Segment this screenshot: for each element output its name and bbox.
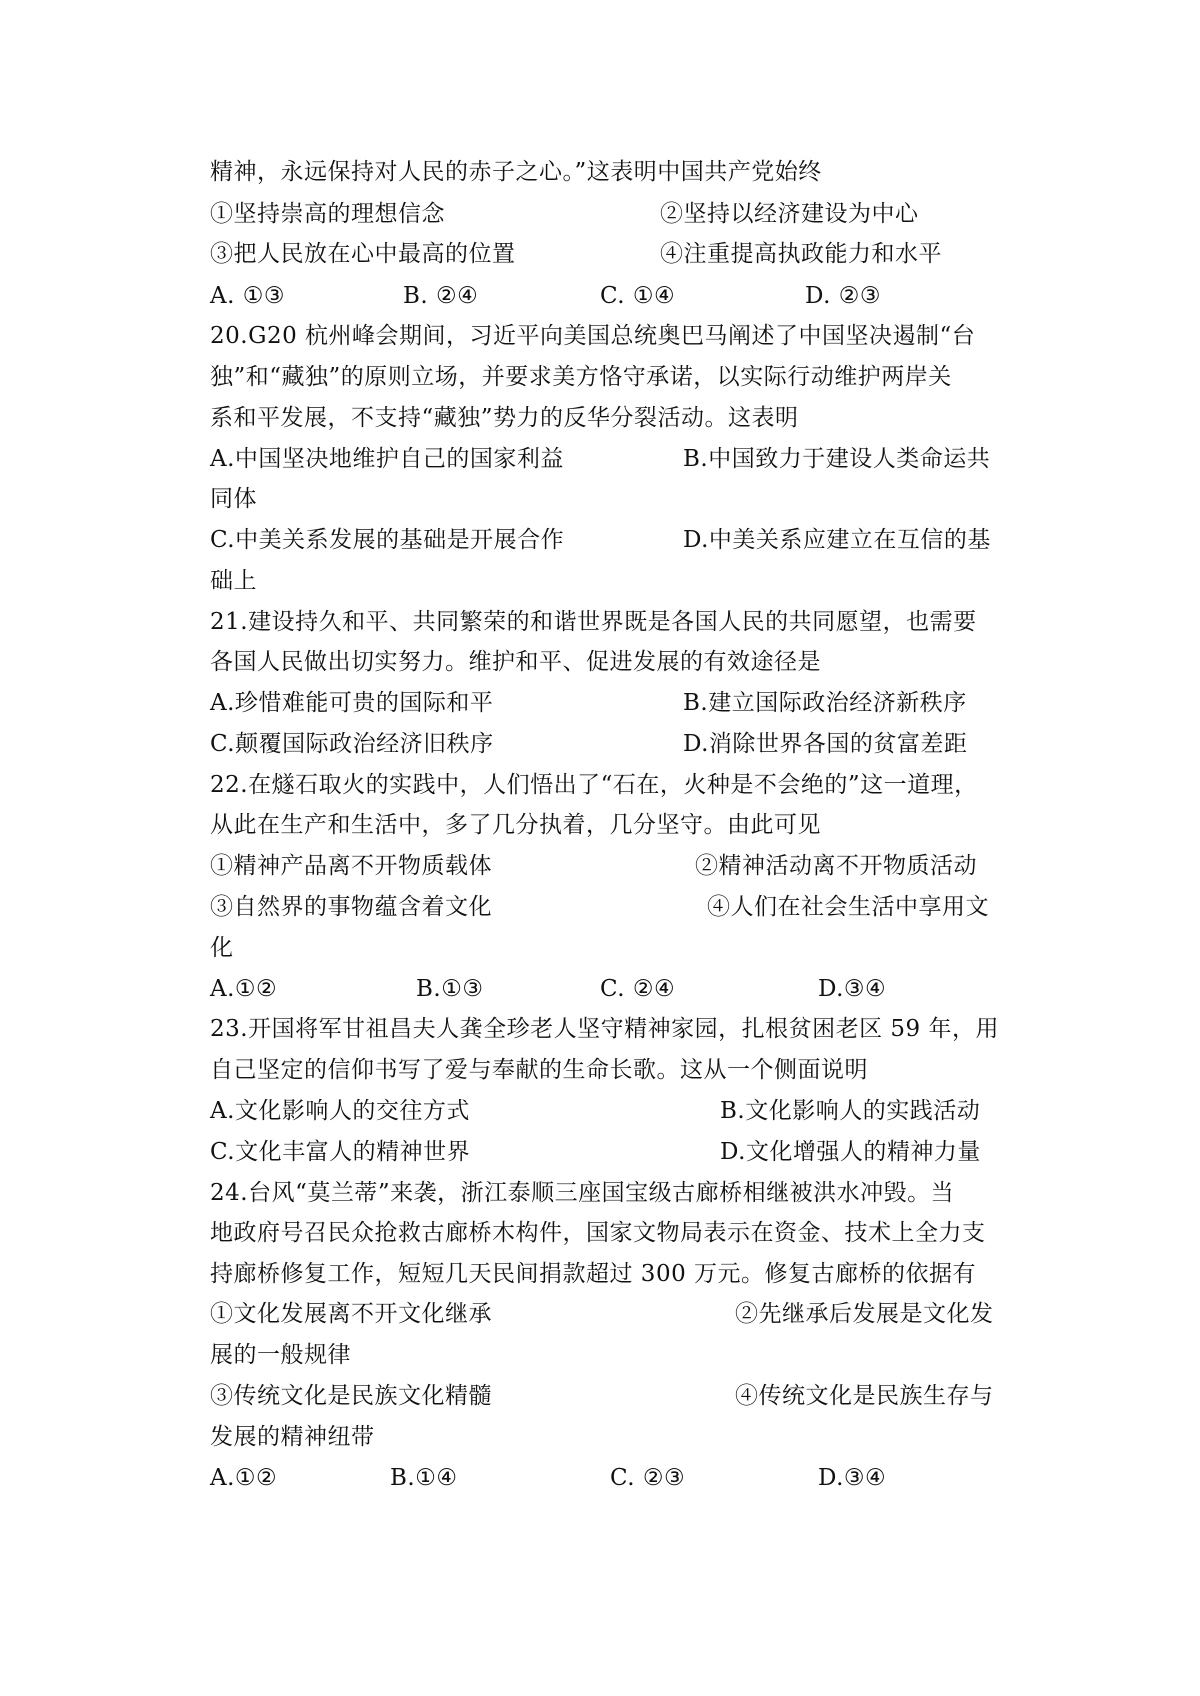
q21-stem-line-2: 各国人民做出切实努力。维护和平、促进发展的有效途径是 xyxy=(210,649,821,675)
q20-stem-line-3: 系和平发展，不支持“藏独”势力的反华分裂活动。这表明 xyxy=(210,405,799,431)
q24-option-2: ②先继承后发展是文化发 xyxy=(735,1301,994,1327)
q24-option-4-wrap: 发展的精神纽带 xyxy=(210,1424,375,1450)
q21-option-d: D.消除世界各国的贫富差距 xyxy=(683,731,968,757)
q19-answer-b: B. ②④ xyxy=(403,283,479,309)
q24-stem-line-1: 24.台风“莫兰蒂”来袭，浙江泰顺三座国宝级古廊桥相继被洪水冲毁。当 xyxy=(210,1180,955,1206)
q21-stem-line-1: 21.建设持久和平、共同繁荣的和谐世界既是各国人民的共同愿望，也需要 xyxy=(210,609,977,635)
q22-option-2: ②精神活动离不开物质活动 xyxy=(695,853,977,879)
q20-option-c: C.中美关系发展的基础是开展合作 xyxy=(210,527,565,553)
q22-answer-a: A.①② xyxy=(210,976,278,1002)
q23-option-b: B.文化影响人的实践活动 xyxy=(720,1098,981,1124)
q23-stem-line-1: 23.开国将军甘祖昌夫人龚全珍老人坚守精神家园，扎根贫困老区 59 年，用 xyxy=(210,1016,999,1042)
q22-stem-line-1: 22.在燧石取火的实践中，人们悟出了“石在，火种是不会绝的”这一道理， xyxy=(210,772,978,798)
q24-option-2-wrap: 展的一般规律 xyxy=(210,1342,351,1368)
q22-stem-line-2: 从此在生产和生活中，多了几分执着，几分坚守。由此可见 xyxy=(210,812,821,838)
q19-answer-d: D. ②③ xyxy=(805,283,881,309)
q20-option-a: A.中国坚决地维护自己的国家利益 xyxy=(210,446,564,472)
q20-stem-line-1: 20.G20 杭州峰会期间，习近平向美国总统奥巴马阐述了中国坚决遏制“台 xyxy=(210,323,976,349)
q24-option-4: ④传统文化是民族生存与 xyxy=(735,1383,994,1409)
q23-option-d: D.文化增强人的精神力量 xyxy=(720,1139,981,1165)
q20-option-d: D.中美关系应建立在互信的基 xyxy=(683,527,991,553)
q21-option-b: B.建立国际政治经济新秩序 xyxy=(683,690,967,716)
q19-option-4: ④注重提高执政能力和水平 xyxy=(660,241,942,267)
q23-option-a: A.文化影响人的交往方式 xyxy=(210,1098,470,1124)
q22-answer-b: B.①③ xyxy=(416,976,484,1002)
q20-option-b-wrap: 同体 xyxy=(210,486,257,512)
q22-answer-d: D.③④ xyxy=(818,976,887,1002)
q23-stem-line-2: 自己坚定的信仰书写了爱与奉献的生命长歌。这从一个侧面说明 xyxy=(210,1057,868,1083)
q19-stem: 精神，永远保持对人民的赤子之心。”这表明中国共产党始终 xyxy=(210,159,822,185)
q19-option-2: ②坚持以经济建设为中心 xyxy=(660,201,919,227)
q24-answer-c: C. ②③ xyxy=(610,1465,686,1491)
q20-option-b: B.中国致力于建设人类命运共 xyxy=(683,446,991,472)
q24-stem-line-2: 地政府号召民众抢救古廊桥木构件，国家文物局表示在资金、技术上全力支 xyxy=(210,1220,986,1246)
q24-answer-d: D.③④ xyxy=(818,1465,887,1491)
q19-option-1: ①坚持崇高的理想信念 xyxy=(210,201,445,227)
q22-option-4: ④人们在社会生活中享用文 xyxy=(707,894,989,920)
q24-option-3: ③传统文化是民族文化精髓 xyxy=(210,1383,492,1409)
q24-option-1: ①文化发展离不开文化继承 xyxy=(210,1301,492,1327)
q24-answer-b: B.①④ xyxy=(390,1465,458,1491)
q21-option-a: A.珍惜难能可贵的国际和平 xyxy=(210,690,494,716)
q22-answer-c: C. ②④ xyxy=(600,976,676,1002)
q23-option-c: C.文化丰富人的精神世界 xyxy=(210,1139,471,1165)
q21-option-c: C.颠覆国际政治经济旧秩序 xyxy=(210,731,494,757)
q19-answer-c: C. ①④ xyxy=(600,283,676,309)
q24-stem-line-3: 持廊桥修复工作，短短几天民间捐款超过 300 万元。修复古廊桥的依据有 xyxy=(210,1261,977,1287)
q24-answer-a: A.①② xyxy=(210,1465,278,1491)
q22-option-4-wrap: 化 xyxy=(210,935,234,961)
q19-option-3: ③把人民放在心中最高的位置 xyxy=(210,241,516,267)
q22-option-1: ①精神产品离不开物质载体 xyxy=(210,853,492,879)
q22-option-3: ③自然界的事物蕴含着文化 xyxy=(210,894,492,920)
q20-option-d-wrap: 础上 xyxy=(210,568,257,594)
q20-stem-line-2: 独”和“藏独”的原则立场，并要求美方恪守承诺，以实际行动维护两岸关 xyxy=(210,364,952,390)
q19-answer-a: A. ①③ xyxy=(210,283,285,309)
